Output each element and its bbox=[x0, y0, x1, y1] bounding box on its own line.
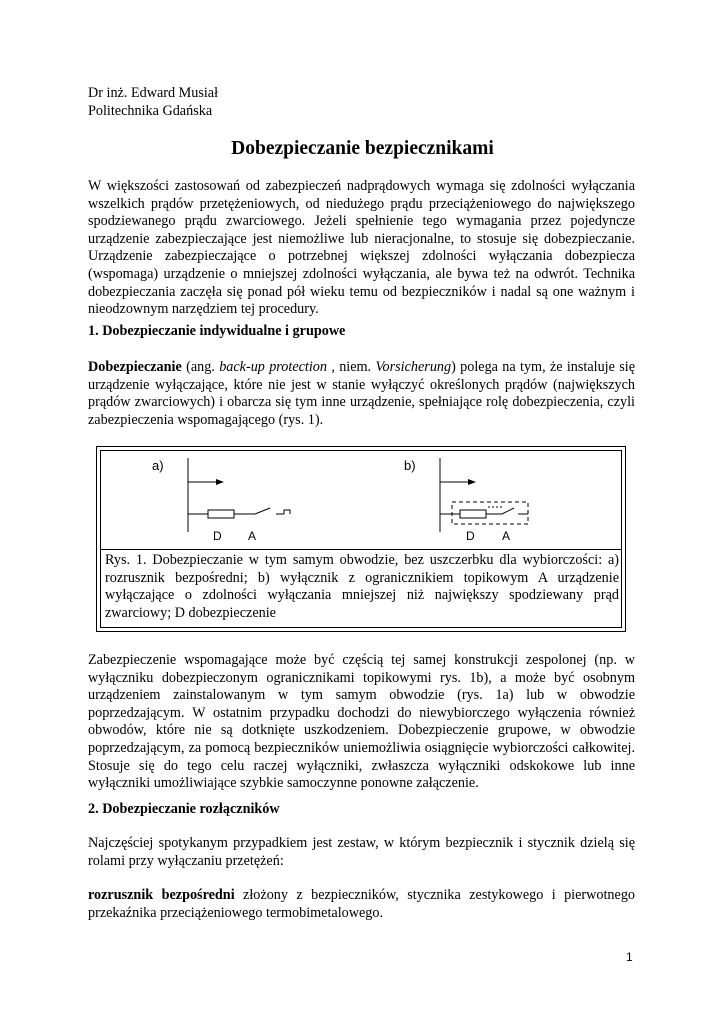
section-2-paragraph-1: Najczęściej spotykanym przypadkiem jest zestaw, w którym bezpiecznik i stycznik dzielą się rolami przy wyłączaniu przetężeń: bbox=[88, 835, 635, 869]
arrow-head-b bbox=[468, 479, 476, 485]
section-2-paragraph-2 bbox=[88, 887, 635, 922]
author-name: Dr inż. Edward Musiał bbox=[88, 85, 219, 101]
term-rozrusznik: rozrusznik bezpośredni bbox=[88, 887, 235, 903]
contact-a bbox=[255, 508, 270, 514]
author-block bbox=[88, 84, 218, 120]
label-a: a) bbox=[152, 458, 164, 473]
figure-divider bbox=[100, 549, 622, 550]
section-2-heading: 2. Dobezpieczanie rozłączników bbox=[88, 801, 280, 817]
section-1-paragraph-1 bbox=[88, 359, 635, 429]
breaker-housing-b bbox=[452, 502, 528, 524]
term-english: back-up protection bbox=[219, 359, 327, 375]
figure-1-caption: Rys. 1. Dobezpieczanie w tym samym obwodzie, bez uszczerbku dla wybiorczości: a) rozrusznik bezpośredni; b) wyłącznik z ogranicznikiem topikowym A urządzenie wyłączające o zdolności wyłączania mniejszej niż największy spodziewany prąd zwarciowy; D dobezpieczenie bbox=[105, 552, 619, 621]
contact-b bbox=[502, 508, 514, 514]
label-b: b) bbox=[404, 458, 416, 473]
fuse-d-b bbox=[460, 510, 486, 518]
p1-text-b: , niem. bbox=[327, 359, 376, 375]
section-1-paragraph-2: Zabezpieczenie wspomagające może być częścią tej samej konstrukcji zespolonej (np. w wyłączniku dobezpieczonym ogranicznikami topikowymi rys. 1b), a może być osobnym urządzeniem zainstalowanym w tym samym obwodzie (rys. 1a) lub w obwodzie poprzedzającym. W ostatnim przypadku dochodzi do niewybiorczego wyłączenia również obwodów, które nie są dotknięte uszkodzeniem. Dobezpieczenie grupowe, w obwodzie poprzedzającym, za pomocą bezpieczników uniemożliwia osiągnięcie wybiorczości całkowitej. Stosuje się do tego celu raczej wyłączniki, zwłaszcza wyłączniki odskokowe lub inne wyłączniki umożliwiające szybkie samoczynne ponowne załączenie. bbox=[88, 652, 635, 792]
author-affiliation: Politechnika Gdańska bbox=[88, 103, 213, 119]
p1-text-a: (ang. bbox=[181, 359, 220, 375]
label-d-b: D bbox=[466, 529, 475, 543]
label-A-a: A bbox=[248, 529, 257, 543]
intro-paragraph: W większości zastosowań od zabezpieczeń nadprądowych wymaga się zdolności wyłączania wszelkich prądów przetężeniowych, od niedużego prądu przeciążeniowego do największego spodziewanego prądu zwarciowego. Jeżeli spełnienie tego wymagania przez pojedyncze urządzenie zabezpieczające jest niemożliwe lub nieracjonalne, to stosuje się dobezpieczanie. Urządzenie zabezpieczające o potrzebnej większej zdolności wyłączania dobezpiecza (wspomaga) urządzenie o mniejszej zdolności wyłączania, ale bywa też na odwrót. Technika dobezpieczania zaczęła się ponad pół wieku temu od bezpieczników i nadal są one ważnym i nieodzownym narzędziem tej procedury. bbox=[88, 178, 635, 318]
page-number: 1 bbox=[626, 950, 633, 964]
fuse-d-a bbox=[208, 510, 234, 518]
p1-text-c: ) polega na tym, że instaluje się urządzenie wyłączające, które nie jest w stanie wyłączyć określonych prądów (największych prądów zwarciowych) i obarcza się tym inne urządzenie, spełniające rolę dobezpieczenia, czyli zabezpieczenia wspomagającego (rys. 1). bbox=[88, 359, 636, 428]
figure-1-diagram bbox=[100, 450, 622, 549]
document-title: Dobezpieczanie bezpiecznikami bbox=[231, 138, 494, 159]
arrow-head-a bbox=[216, 479, 224, 485]
term-dobezpieczanie: Dobezpieczanie bbox=[88, 359, 182, 375]
contact-a-hook bbox=[284, 510, 290, 514]
label-d-a: D bbox=[213, 529, 222, 543]
term-german: Vorsicherung bbox=[375, 359, 452, 375]
label-A-b: A bbox=[502, 529, 511, 543]
section-2-paragraph-2-text: złożony z bezpieczników, stycznika zestykowego i pierwotnego przekaźnika przeciążeniowego termobimetalowego. bbox=[88, 887, 636, 921]
section-1-heading: 1. Dobezpieczanie indywidualne i grupowe bbox=[88, 323, 346, 339]
